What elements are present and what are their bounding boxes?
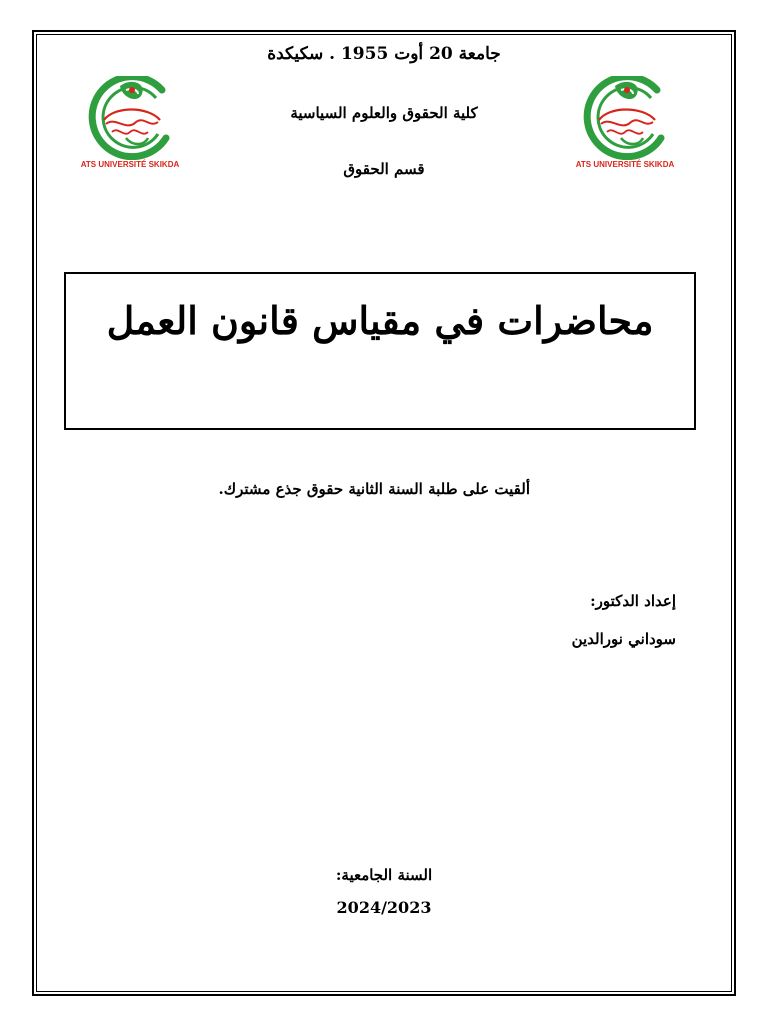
logo-caption: ATS UNIVERSITÉ SKIKDA xyxy=(575,160,675,169)
title-box xyxy=(64,272,696,430)
academic-year-label: السنة الجامعية: xyxy=(335,866,433,884)
document-subtitle: ألقيت على طلبة السنة الثانية حقوق جذع مشترك. xyxy=(218,480,530,498)
document-title: محاضرات في مقياس قانون العمل xyxy=(106,298,654,343)
university-name: جامعة 20 أوت 1955 . سكيكدة xyxy=(267,44,501,64)
university-seal-icon xyxy=(86,76,174,160)
logo-caption: ATS UNIVERSITÉ SKIKDA xyxy=(80,160,180,169)
prepared-by-label: إعداد الدكتور: xyxy=(590,592,676,610)
university-logo-right xyxy=(555,76,695,176)
university-logo-left xyxy=(60,76,200,176)
author-name: سوداني نورالدين xyxy=(571,630,676,648)
faculty-name: كلية الحقوق والعلوم السياسية xyxy=(290,104,478,122)
university-seal-icon xyxy=(581,76,669,160)
academic-year-value: 2024/2023 xyxy=(336,898,432,917)
department-name: قسم الحقوق xyxy=(343,160,425,178)
